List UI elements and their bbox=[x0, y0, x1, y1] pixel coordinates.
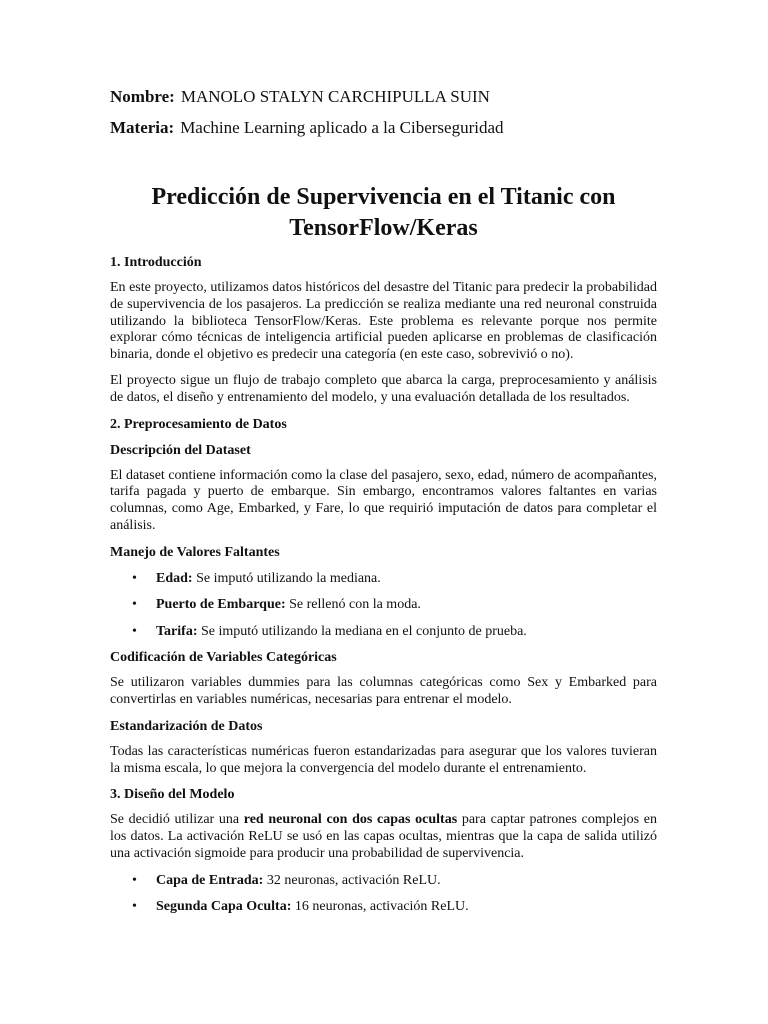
name-value: MANOLO STALYN CARCHIPULLA SUIN bbox=[180, 87, 490, 106]
list-item bbox=[110, 898, 657, 915]
scaling-heading: Estandarización de Datos bbox=[110, 718, 263, 734]
model-heading: 3. Diseño del Modelo bbox=[110, 787, 235, 803]
model-paragraph bbox=[110, 812, 657, 862]
subject-value: Machine Learning aplicado a la Ciberseguridad bbox=[180, 118, 504, 137]
list-item bbox=[110, 570, 657, 587]
list-item-text: 16 neuronas, activación ReLU. bbox=[294, 899, 469, 915]
missing-values-heading: Manejo de Valores Faltantes bbox=[110, 544, 280, 560]
list-item bbox=[110, 596, 657, 613]
list-item-label: Segunda Capa Oculta: bbox=[156, 899, 292, 915]
subject-label: Materia: bbox=[110, 118, 175, 137]
list-item-label: Puerto de Embarque: bbox=[156, 597, 286, 613]
missing-values-list bbox=[110, 570, 657, 640]
document-body bbox=[110, 86, 657, 925]
student-name-line bbox=[110, 86, 657, 108]
document-title: Predicción de Supervivencia en el Titanic con TensorFlow/Keras bbox=[151, 184, 616, 241]
list-item bbox=[110, 872, 657, 889]
model-text-bold: red neuronal con dos capas ocultas bbox=[243, 812, 458, 828]
encoding-paragraph: Se utilizaron variables dummies para las columnas categóricas como Sex y Embarked para convertirlas en variables numéricas, necesarias para entrenar el modelo. bbox=[110, 675, 657, 708]
scaling-paragraph: Todas las características numéricas fueron estandarizadas para asegurar que los valores tuvieran la misma escala, lo que mejora la convergencia del modelo durante el entrenamiento. bbox=[110, 743, 657, 776]
list-item-text: 32 neuronas, activación ReLU. bbox=[266, 872, 441, 888]
intro-paragraph-2: El proyecto sigue un flujo de trabajo completo que abarca la carga, preprocesamiento y análisis de datos, el diseño y entrenamiento del modelo, y una evaluación detallada de los resultados. bbox=[110, 372, 657, 405]
name-label: Nombre: bbox=[110, 87, 175, 106]
model-text-start: Se decidió utilizar una bbox=[110, 812, 244, 828]
subject-line bbox=[110, 117, 657, 139]
list-item-text: Se imputó utilizando la mediana en el conjunto de prueba. bbox=[200, 623, 527, 639]
model-text-end: para captar patrones complejos en los datos. La activación ReLU se usó en las capas ocultas, mientras que la capa de salida utilizó una activación sigmoide para producir una probabilidad de supervivencia. bbox=[110, 812, 657, 862]
model-layers-list bbox=[110, 872, 657, 916]
list-item-label: Tarifa: bbox=[156, 623, 198, 639]
list-item-text: Se rellenó con la moda. bbox=[289, 597, 421, 613]
encoding-heading: Codificación de Variables Categóricas bbox=[110, 650, 337, 666]
list-item-label: Capa de Entrada: bbox=[156, 872, 264, 888]
intro-heading: 1. Introducción bbox=[110, 255, 202, 270]
intro-paragraph-1: En este proyecto, utilizamos datos históricos del desastre del Titanic para predecir la probabilidad de supervivencia de los pasajeros. La predicción se realiza mediante una red neuronal construida utilizando la biblioteca TensorFlow/Keras. Este problema es relevante porque nos permite explorar cómo técnicas de inteligencia artificial pueden aplicarse en problemas de clasificación binaria, donde el objetivo es predecir una categoría (en este caso, sobrevivió o no). bbox=[110, 280, 657, 363]
preprocessing-heading: 2. Preprocesamiento de Datos bbox=[110, 416, 287, 432]
list-item bbox=[110, 623, 657, 640]
dataset-paragraph: El dataset contiene información como la clase del pasajero, sexo, edad, número de acompañantes, tarifa pagada y puerto de embarque. Sin embargo, encontramos valores faltantes en varias columnas, como Age, Embarked, y Fare, lo que requirió imputación de datos para completar el análisis. bbox=[110, 467, 657, 533]
list-item-text: Se imputó utilizando la mediana. bbox=[196, 570, 381, 586]
list-item-label: Edad: bbox=[156, 570, 193, 586]
dataset-heading: Descripción del Dataset bbox=[110, 442, 251, 458]
